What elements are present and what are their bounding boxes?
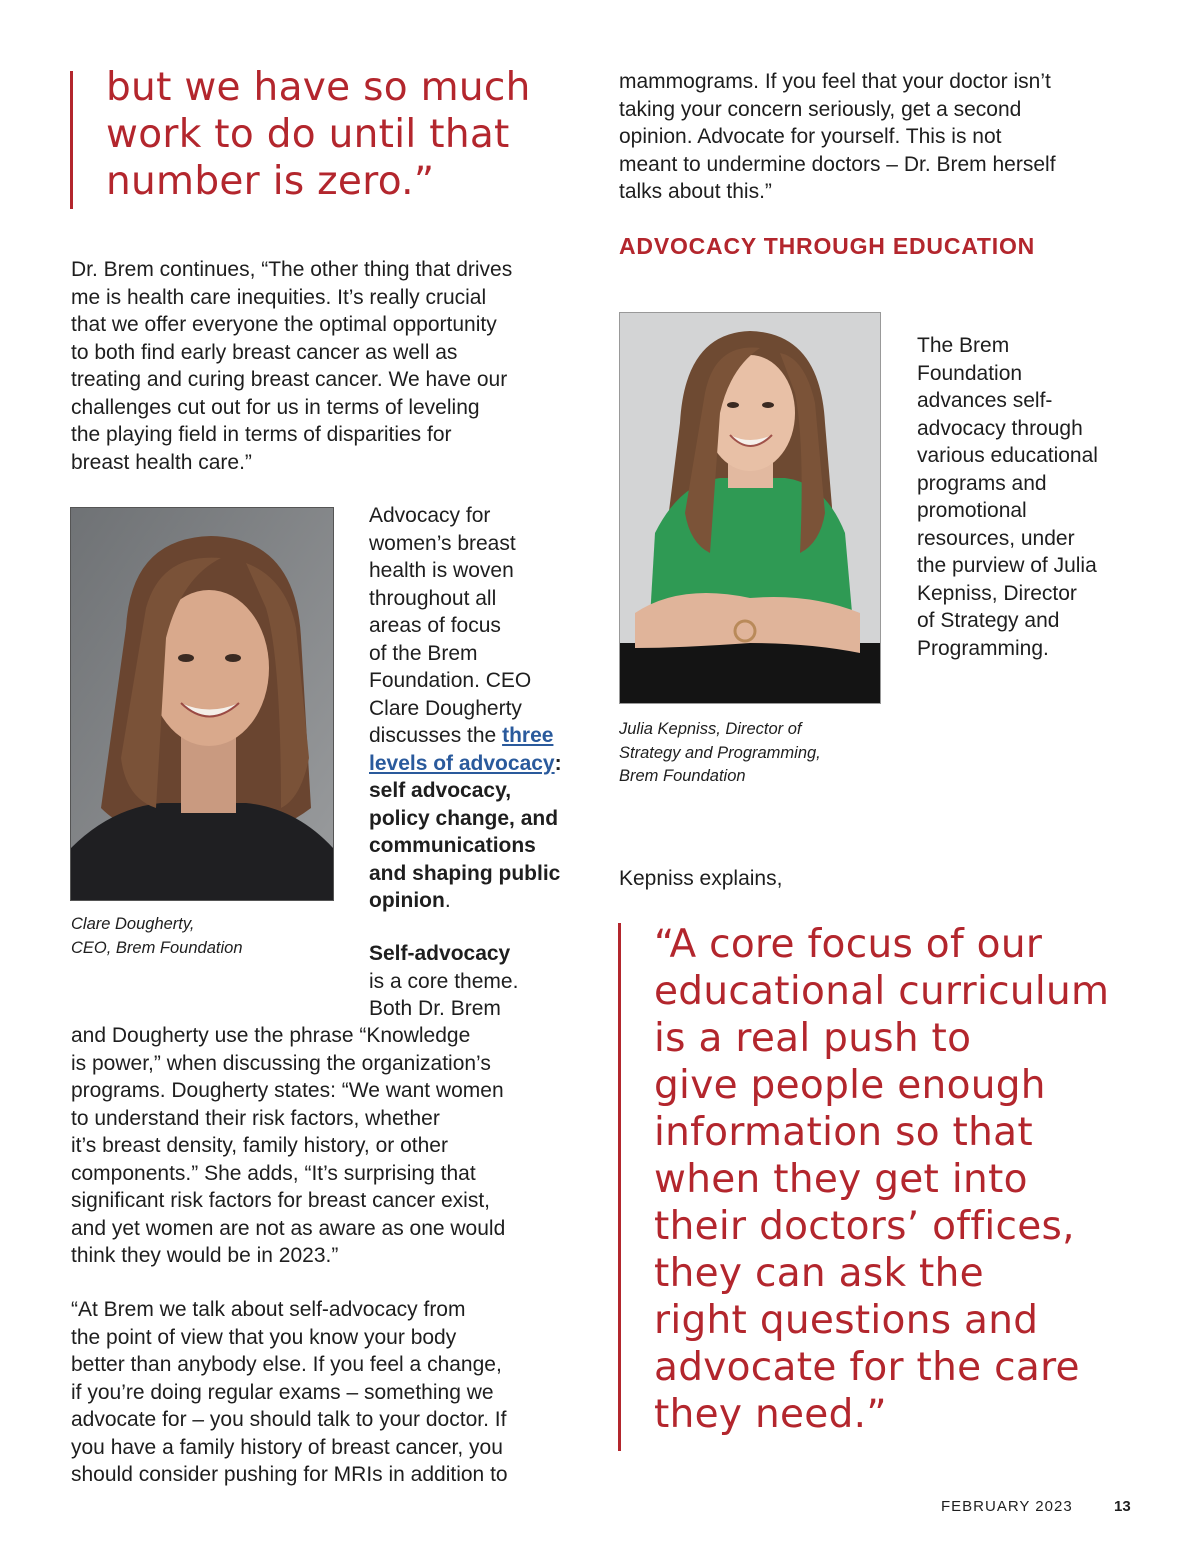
paragraph-at-brem	[71, 1296, 508, 1489]
caption-line: Brem Foundation	[619, 767, 746, 785]
text-line: challenges cut out for us in terms of leveling	[71, 395, 480, 419]
text-line	[369, 722, 562, 750]
text-line: of Strategy and	[917, 609, 1060, 632]
text-line: Dr. Brem continues, “The other thing that drives	[71, 258, 513, 281]
period: .	[444, 889, 451, 912]
portrait-illustration	[71, 508, 333, 900]
issue-date: FEBRUARY 2023	[941, 1498, 1073, 1515]
text-line: it’s breast density, family history, or other	[71, 1134, 448, 1157]
quote-line: their doctors’ offices,	[654, 1204, 1075, 1249]
caption-line: CEO, Brem Foundation	[71, 938, 243, 957]
text-line: promotional	[917, 499, 1027, 522]
text-line: programs and	[917, 471, 1047, 495]
text-line: advocate for – you should talk to your doctor. If	[71, 1408, 507, 1431]
text-line: think they would be in 2023.”	[71, 1244, 339, 1267]
text-line: is a core theme.	[369, 969, 519, 993]
quote-line: information so that	[654, 1110, 1033, 1155]
text-line: significant risk factors for breast cancer exist,	[71, 1189, 490, 1212]
bold-line: and shaping public	[369, 861, 561, 885]
caption-clare-dougherty	[71, 913, 243, 960]
paragraph-brem-foundation-advances	[917, 332, 1098, 662]
text-line: you have a family history of breast cancer, you	[71, 1435, 503, 1459]
text-line: “At Brem we talk about self-advocacy from	[71, 1298, 466, 1321]
text-line: to understand their risk factors, whether	[71, 1106, 440, 1130]
quote-line: when they get into	[654, 1157, 1028, 1202]
text-line: me is health care inequities. It’s really crucial	[71, 285, 487, 309]
text-line: Programming.	[917, 636, 1049, 660]
text-line: programs. Dougherty states: “We want women	[71, 1079, 504, 1102]
quote-line: advocate for the care	[654, 1345, 1080, 1390]
text-line: health is woven	[369, 559, 514, 582]
quote-line: right questions and	[654, 1298, 1039, 1343]
text-line: is power,” when discussing the organization’s	[71, 1051, 491, 1075]
quote-line: give people enough	[654, 1063, 1046, 1108]
text-line: to both find early breast cancer as well as	[71, 340, 458, 364]
text-line: and Dougherty use the phrase “Knowledge	[71, 1024, 471, 1047]
text-line: Clare Dougherty	[369, 696, 522, 720]
self-advocacy-wide	[71, 1022, 505, 1270]
self-advocacy-narrow	[369, 940, 518, 1023]
text-line: that we offer everyone the optimal opportunity	[71, 313, 497, 336]
three-levels-of-advocacy-link-cont[interactable]: levels of advocacy	[369, 751, 555, 775]
photo-clare-dougherty	[70, 507, 334, 901]
text-line: treating and curing breast cancer. We have our	[71, 368, 508, 391]
self-advocacy-heading: Self-advocacy	[369, 942, 511, 965]
quote-line: “A core focus of our	[654, 922, 1043, 967]
portrait-illustration	[620, 313, 880, 703]
paragraph-brem-continues	[71, 256, 512, 476]
text-line: Both Dr. Brem	[369, 997, 501, 1020]
text-line: advocacy through	[917, 416, 1083, 440]
text-line: and yet women are not as aware as one would	[71, 1216, 506, 1240]
colon: :	[554, 751, 562, 775]
text-fragment: discusses the	[369, 724, 503, 747]
caption-line: Clare Dougherty,	[71, 915, 195, 933]
text-line: the purview of Julia	[917, 554, 1097, 577]
text-line: taking your concern seriously, get a second	[619, 97, 1022, 121]
quote-rule-bottom	[618, 923, 621, 1451]
caption-line: Julia Kepniss, Director of	[619, 720, 802, 738]
bold-line: self advocacy,	[369, 779, 512, 802]
bold-fragment: opinion	[369, 889, 445, 912]
text-line: advances self-	[917, 389, 1053, 412]
text-line: various educational	[917, 444, 1098, 467]
text-line: of the Brem	[369, 641, 478, 665]
text-line: better than anybody else. If you feel a change,	[71, 1353, 502, 1376]
quote-line: but we have so much	[106, 65, 531, 110]
caption-line: Strategy and Programming,	[619, 743, 821, 762]
quote-line: educational curriculum	[654, 969, 1110, 1014]
photo-julia-kepniss	[619, 312, 881, 704]
text-line: mammograms. If you feel that your doctor isn’t	[619, 70, 1051, 93]
caption-julia-kepniss	[619, 718, 821, 789]
text-line: should consider pushing for MRIs in addition to	[71, 1463, 508, 1486]
text-line: areas of focus	[369, 614, 501, 637]
paragraph-advocacy	[369, 502, 562, 915]
text-line	[369, 750, 562, 778]
pull-quote-top	[106, 64, 531, 205]
quote-line: they need.”	[654, 1392, 887, 1437]
text-line: talks about this.”	[619, 180, 772, 203]
text-line: if you’re doing regular exams – something we	[71, 1380, 494, 1404]
quote-line: they can ask the	[654, 1251, 984, 1296]
text-line: Advocacy for	[369, 504, 491, 527]
kepniss-intro: Kepniss explains,	[619, 867, 783, 890]
text-line: women’s breast	[369, 531, 516, 555]
text-line: Kepniss, Director	[917, 581, 1077, 605]
text-line: the playing field in terms of disparities for	[71, 423, 452, 446]
text-line	[369, 887, 562, 915]
text-line: the point of view that you know your body	[71, 1325, 457, 1349]
bold-line: communications	[369, 834, 536, 857]
section-heading: ADVOCACY THROUGH EDUCATION	[619, 233, 1036, 259]
pull-quote-bottom	[654, 921, 1109, 1438]
paragraph-mammograms	[619, 68, 1056, 206]
text-line: Foundation	[917, 361, 1023, 385]
text-line: throughout all	[369, 586, 497, 610]
text-line: components.” She adds, “It’s surprising that	[71, 1161, 476, 1185]
quote-rule-top	[70, 71, 73, 209]
text-line: The Brem	[917, 334, 1010, 357]
quote-line: number is zero.”	[106, 159, 435, 204]
three-levels-of-advocacy-link[interactable]: three	[502, 724, 554, 747]
text-line: meant to undermine doctors – Dr. Brem herself	[619, 152, 1056, 176]
text-line: resources, under	[917, 526, 1075, 550]
page-number: 13	[1114, 1498, 1131, 1515]
text-line: Foundation. CEO	[369, 669, 532, 692]
text-line: breast health care.”	[71, 450, 252, 474]
quote-line: is a real push to	[654, 1016, 972, 1061]
text-line: opinion. Advocate for yourself. This is not	[619, 125, 1002, 148]
bold-line: policy change, and	[369, 806, 559, 830]
quote-line: work to do until that	[106, 112, 510, 157]
